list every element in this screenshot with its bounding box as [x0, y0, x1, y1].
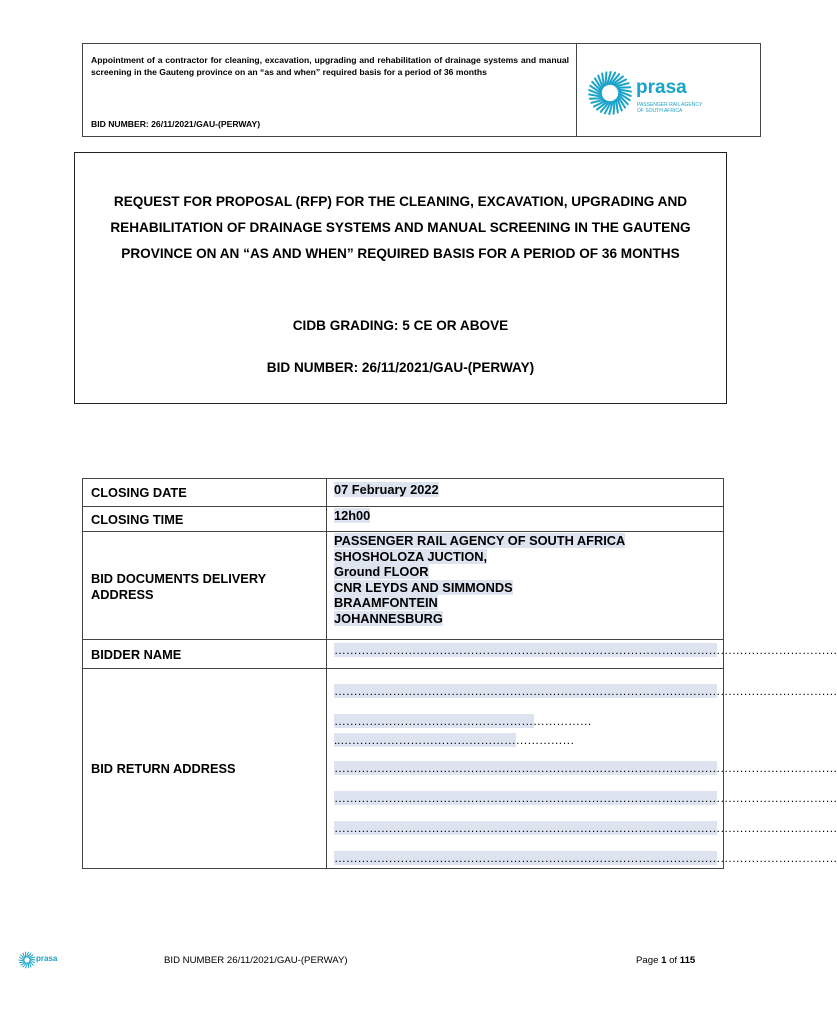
delivery-line: Ground FLOOR	[334, 564, 429, 579]
return-address-line[interactable]: …………………………………………………………	[334, 714, 592, 728]
document-header	[82, 43, 761, 137]
return-address-line[interactable]: …………………………………………………………………………………………………………………	[334, 791, 837, 805]
return-address-line[interactable]: …………………………………………………………………………………………………………………	[334, 761, 837, 775]
return-address-line[interactable]: ..……………………………………………………	[334, 733, 575, 747]
return-address-line[interactable]: …………………………………………………………………………………………………………………	[334, 821, 837, 835]
prasa-logo-sub1: PASSENGER RAIL AGENCY	[637, 102, 703, 108]
delivery-line: PASSENGER RAIL AGENCY OF SOUTH AFRICA	[334, 533, 626, 548]
header-text-cell	[83, 44, 577, 136]
rfp-cidb-grading: CIDB GRADING: 5 CE OR ABOVE	[292, 318, 509, 333]
rfp-title-box	[74, 152, 727, 404]
closing-date-label: CLOSING DATE	[91, 485, 187, 500]
delivery-line: SHOSHOLOZA JUCTION,	[334, 548, 488, 564]
prasa-logo-sub2: OF SOUTH AFRICA	[637, 108, 683, 114]
closing-time-label: CLOSING TIME	[91, 512, 184, 527]
page-total: 115	[679, 955, 696, 966]
delivery-address-value	[334, 533, 625, 626]
return-address-line[interactable]: …………………………………………………………………………………………………………………	[334, 684, 837, 698]
page-prefix: Page	[636, 955, 662, 966]
closing-date-value: 07 February 2022	[334, 482, 439, 497]
prasa-logo-wordmark: prasa	[636, 77, 687, 98]
prasa-sunburst-icon	[589, 72, 631, 114]
bidder-name-field[interactable]: …………………………………………………………………………………………………………………	[334, 643, 837, 657]
delivery-line: BRAAMFONTEIN	[334, 595, 438, 610]
bidder-name-label: BIDDER NAME	[91, 647, 182, 662]
bid-return-address-label: BID RETURN ADDRESS	[91, 761, 236, 776]
delivery-address-label: BID DOCUMENTS DELIVERY ADDRESS	[91, 571, 266, 602]
rfp-bid-number: BID NUMBER: 26/11/2021/GAU-(PERWAY)	[266, 360, 535, 375]
footer-sunburst-icon	[19, 952, 35, 968]
closing-time-value: 12h00	[334, 508, 371, 523]
return-address-line[interactable]: …………………………………………………………………………………………………………………	[334, 851, 837, 865]
page-indicator	[636, 955, 695, 966]
delivery-line: JOHANNESBURG	[334, 610, 443, 626]
rfp-title: REQUEST FOR PROPOSAL (RFP) FOR THE CLEANING, EXCAVATION, UPGRADING AND REHABILITATION OF DRAINAGE SYSTEMS AND MANUAL SCREENING IN THE GAUTENG PROVINCE ON AN “AS AND WHEN” REQUIRED BASIS FOR A PERIOD OF 36 MONTHS	[110, 194, 691, 261]
delivery-line: CNR LEYDS AND SIMMONDS	[334, 579, 513, 595]
header-title: Appointment of a contractor for cleaning, excavation, upgrading and rehabilitation of drainage systems and manual screening in the Gauteng province on an “as and when” required basis for a period of 36 months	[91, 55, 569, 77]
footer-bid-number: BID NUMBER 26/11/2021/GAU-(PERWAY)	[164, 955, 348, 966]
footer-prasa-logo	[18, 948, 62, 972]
page-of: of	[666, 955, 680, 966]
footer-logo-wordmark: prasa	[36, 954, 58, 963]
prasa-logo	[584, 66, 754, 121]
page-current: 1	[661, 955, 667, 966]
bid-info-table	[82, 478, 837, 869]
header-bid-number: BID NUMBER: 26/11/2021/GAU-(PERWAY)	[91, 119, 261, 129]
